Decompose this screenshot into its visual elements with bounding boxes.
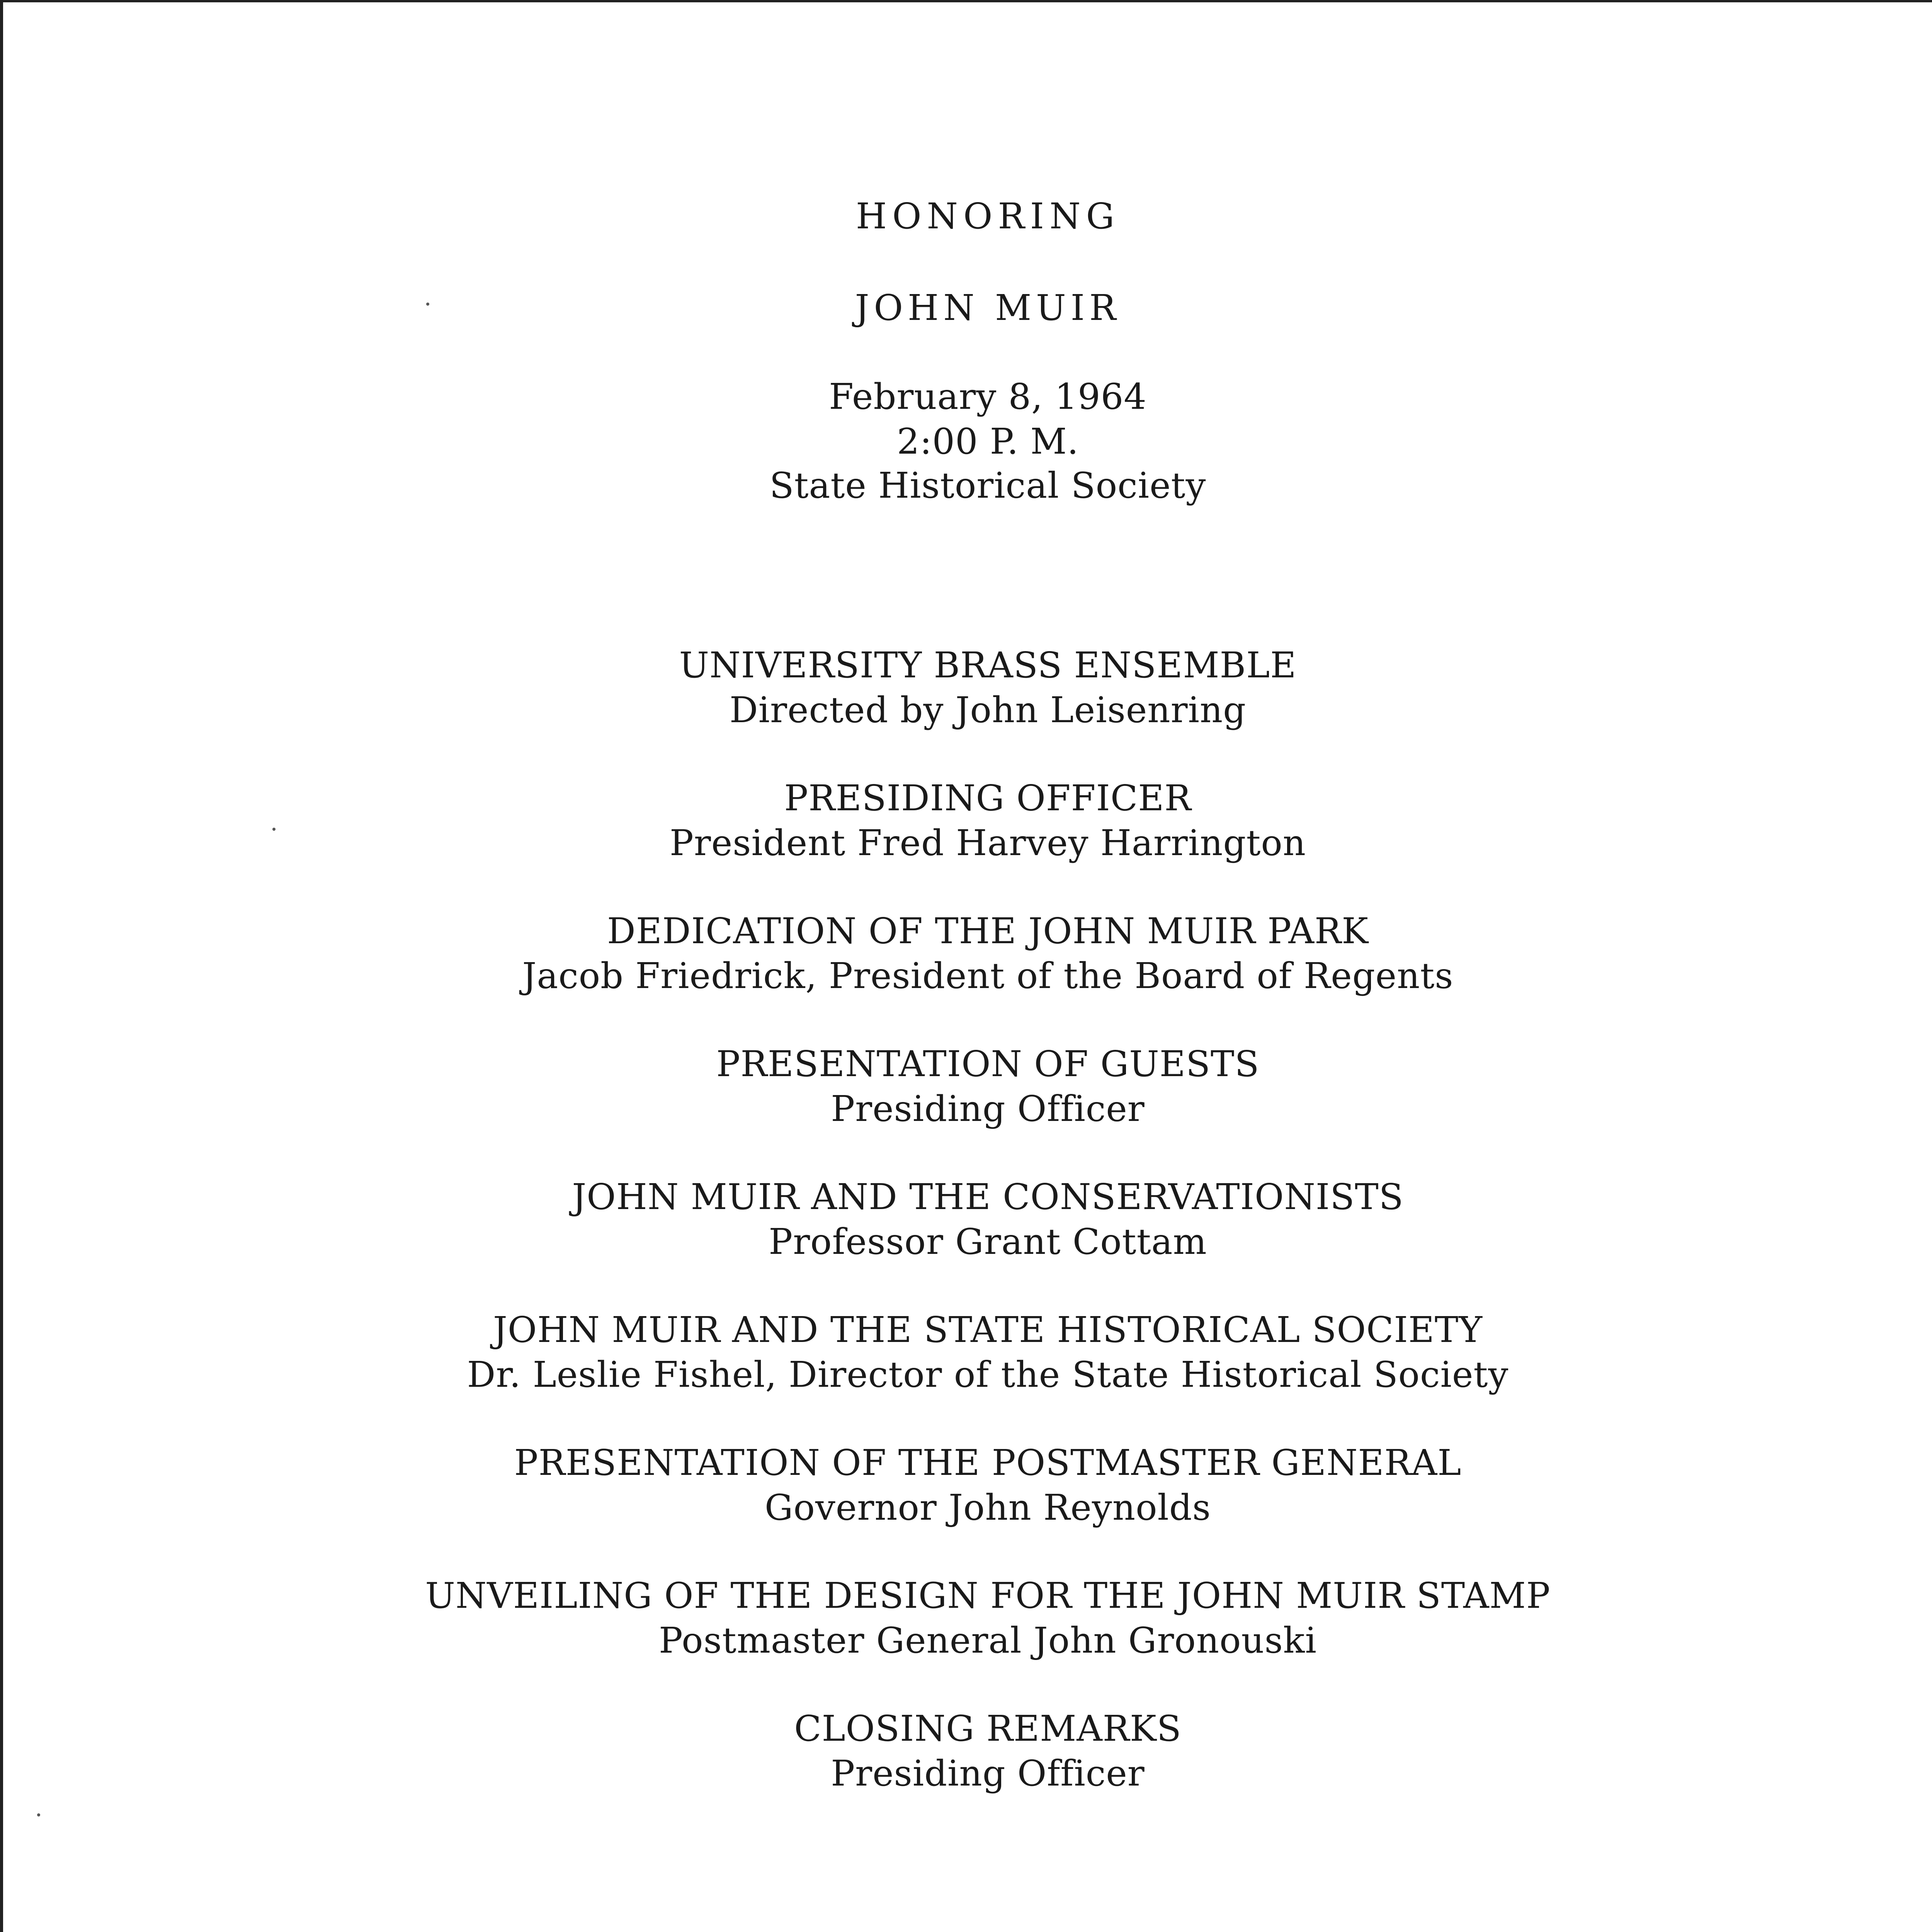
program-item-detail: Jacob Friedrick, President of the Board of Regents xyxy=(522,955,1454,997)
program-item-detail: Governor John Reynolds xyxy=(764,1487,1211,1528)
program-item-detail: Directed by John Leisenring xyxy=(729,689,1247,731)
program-item-title: DEDICATION OF THE JOHN MUIR PARK xyxy=(607,910,1369,952)
program-item-detail: Professor Grant Cottam xyxy=(769,1221,1207,1262)
program-item-title: JOHN MUIR AND THE STATE HISTORICAL SOCIETY xyxy=(493,1309,1483,1350)
program-item-detail: Presiding Officer xyxy=(831,1088,1145,1129)
event-venue: State Historical Society xyxy=(769,465,1206,506)
program-item-title: UNVEILING OF THE DESIGN FOR THE JOHN MUIR STAMP xyxy=(425,1575,1551,1616)
program-item-detail: Dr. Leslie Fishel, Director of the State Historical Society xyxy=(467,1354,1509,1395)
program-item-title: JOHN MUIR AND THE CONSERVATIONISTS xyxy=(572,1176,1404,1218)
program-item-detail: Presiding Officer xyxy=(831,1753,1145,1794)
program-item-title: CLOSING REMARKS xyxy=(794,1708,1182,1749)
program-item-title: PRESENTATION OF GUESTS xyxy=(716,1043,1260,1085)
scan-speck xyxy=(37,1813,40,1816)
event-time: 2:00 P. M. xyxy=(896,421,1079,462)
event-date: February 8, 1964 xyxy=(829,376,1147,417)
program-item-detail: President Fred Harvey Harrington xyxy=(669,822,1306,864)
program-item-title: PRESENTATION OF THE POSTMASTER GENERAL xyxy=(514,1442,1462,1483)
program-item-detail: Postmaster General John Gronouski xyxy=(659,1620,1317,1661)
honoring-heading: HONORING xyxy=(855,196,1120,237)
program-item-title: UNIVERSITY BRASS ENSEMBLE xyxy=(679,645,1297,686)
program-item-title: PRESIDING OFFICER xyxy=(784,777,1192,819)
honoree-heading: JOHN MUIR xyxy=(855,287,1121,328)
